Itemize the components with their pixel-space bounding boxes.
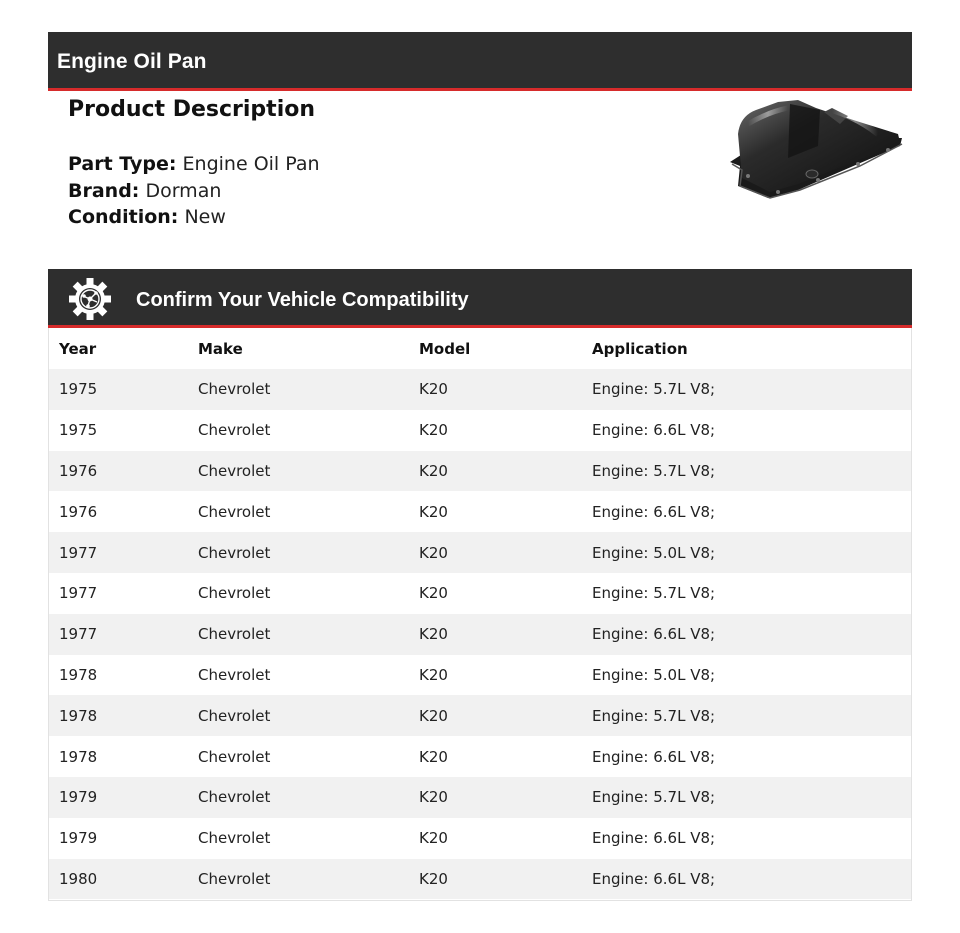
cell-year: 1979 [59,829,98,848]
cell-make: Chevrolet [198,788,271,807]
table-row [49,818,911,859]
cell-year: 1977 [59,625,98,644]
cell-year: 1979 [59,788,98,807]
table-row [49,532,911,573]
cell-model: K20 [419,421,448,440]
attribute-value: Dorman [145,179,222,202]
cell-make: Chevrolet [198,706,271,725]
cell-year: 1977 [59,543,98,562]
table-row [49,573,911,614]
compatibility-title: Confirm Your Vehicle Compatibility [136,289,469,311]
page-title: Engine Oil Pan [57,50,207,73]
cell-year: 1978 [59,706,98,725]
cell-model: K20 [419,788,448,807]
cell-model: K20 [419,502,448,521]
attribute-condition [68,204,320,231]
product-image [728,94,906,204]
cell-application: Engine: 5.7L V8; [592,380,716,399]
cell-make: Chevrolet [198,421,271,440]
cell-year: 1975 [59,380,98,399]
attribute-part-type [68,151,320,178]
cell-make: Chevrolet [198,869,271,888]
cell-make: Chevrolet [198,625,271,644]
cell-application: Engine: 6.6L V8; [592,421,716,440]
column-header-application: Application [592,339,688,358]
product-description-heading: Product Description [68,97,316,122]
attribute-value: New [184,206,226,228]
attribute-brand [68,178,320,205]
cell-make: Chevrolet [198,380,271,399]
cell-application: Engine: 5.7L V8; [592,461,716,480]
table-row [49,410,911,451]
attribute-key: Brand: [68,179,140,202]
table-row [49,859,911,900]
cell-application: Engine: 6.6L V8; [592,869,716,888]
table-row [49,451,911,492]
cell-model: K20 [419,747,448,766]
gear-icon [68,277,112,321]
table-row [49,369,911,410]
compatibility-table-container [48,328,912,901]
column-header-year: Year [59,339,97,358]
cell-make: Chevrolet [198,502,271,521]
cell-year: 1976 [59,502,98,521]
title-bar [48,32,912,91]
cell-year: 1978 [59,747,98,766]
cell-year: 1975 [59,421,98,440]
cell-year: 1977 [59,584,98,603]
cell-model: K20 [419,869,448,888]
cell-model: K20 [419,380,448,399]
cell-application: Engine: 5.0L V8; [592,543,716,562]
cell-year: 1980 [59,869,98,888]
table-row [49,736,911,777]
cell-make: Chevrolet [198,461,271,480]
cell-make: Chevrolet [198,665,271,684]
cell-model: K20 [419,461,448,480]
cell-application: Engine: 6.6L V8; [592,829,716,848]
cell-model: K20 [419,665,448,684]
column-header-make: Make [198,339,243,358]
cell-model: K20 [419,543,448,562]
table-row [49,614,911,655]
cell-application: Engine: 6.6L V8; [592,747,716,766]
cell-application: Engine: 5.7L V8; [592,788,716,807]
compatibility-table [49,328,911,899]
cell-make: Chevrolet [198,829,271,848]
table-row [49,695,911,736]
cell-model: K20 [419,706,448,725]
attribute-key: Condition: [68,206,179,228]
cell-application: Engine: 5.7L V8; [592,584,716,603]
attribute-key: Part Type: [68,153,177,175]
cell-model: K20 [419,625,448,644]
cell-make: Chevrolet [198,543,271,562]
cell-application: Engine: 5.7L V8; [592,706,716,725]
cell-model: K20 [419,584,448,603]
cell-application: Engine: 6.6L V8; [592,502,716,521]
column-header-model: Model [419,339,471,358]
cell-make: Chevrolet [198,747,271,766]
table-row [49,491,911,532]
product-attributes [68,151,320,231]
cell-application: Engine: 6.6L V8; [592,625,716,644]
cell-make: Chevrolet [198,584,271,603]
cell-application: Engine: 5.0L V8; [592,665,716,684]
cell-model: K20 [419,829,448,848]
table-header-row [49,328,911,369]
table-row [49,777,911,818]
cell-year: 1976 [59,461,98,480]
table-row [49,655,911,696]
compatibility-bar [48,269,912,328]
attribute-value: Engine Oil Pan [182,153,320,175]
cell-year: 1978 [59,665,98,684]
